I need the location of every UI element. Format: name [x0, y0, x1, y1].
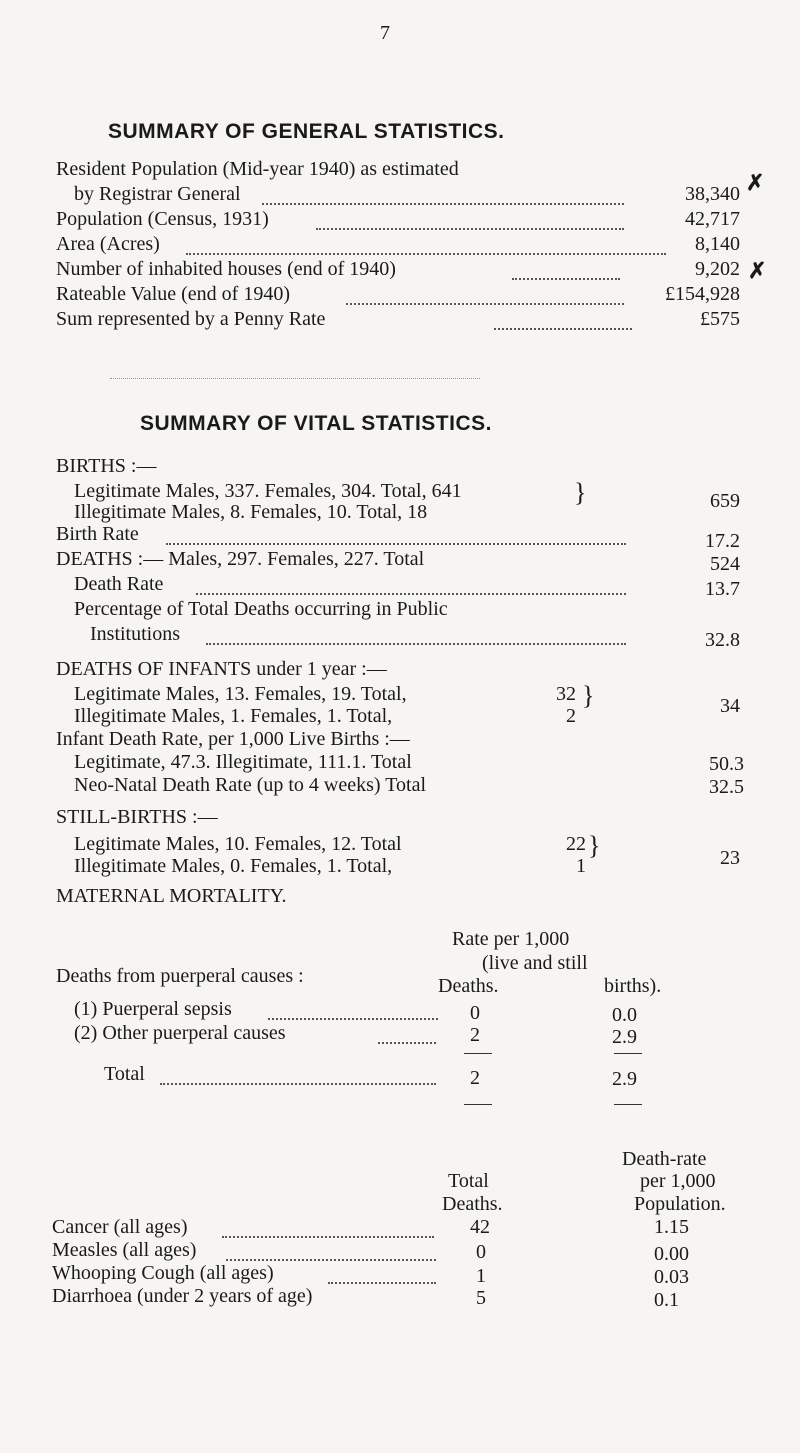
- area-label: Area (Acres): [56, 233, 160, 255]
- leader-dots: [512, 278, 620, 280]
- stillbirths-total: 23: [720, 847, 740, 869]
- resident-population-value: 38,340: [685, 183, 740, 205]
- margin-cross-mark: ✗: [748, 258, 767, 283]
- disease-column-deaths-head-2: Deaths.: [442, 1193, 503, 1215]
- leader-dots: [268, 1018, 438, 1020]
- brace: }: [574, 478, 587, 507]
- inhabited-houses-value: 9,202: [695, 258, 740, 280]
- disease-row-label: Whooping Cough (all ages): [52, 1262, 274, 1284]
- penny-rate-label: Sum represented by a Penny Rate: [56, 308, 326, 330]
- brace: }: [588, 831, 601, 860]
- stillbirths-illegitimate-total: 1: [576, 855, 586, 877]
- disease-row-deaths: 5: [476, 1287, 486, 1309]
- maternal-total-deaths: 2: [470, 1067, 480, 1089]
- general-statistics-title: SUMMARY OF GENERAL STATISTICS.: [108, 120, 505, 143]
- disease-row-label: Measles (all ages): [52, 1239, 197, 1261]
- disease-column-rate-head-1: Death-rate: [622, 1148, 707, 1170]
- public-institutions-label-1: Percentage of Total Deaths occurring in Public: [74, 598, 448, 620]
- disease-row-rate: 0.03: [654, 1266, 689, 1288]
- census-population-label: Population (Census, 1931): [56, 208, 269, 230]
- stillbirths-illegitimate: Illegitimate Males, 0. Females, 1. Total,: [74, 855, 393, 877]
- rateable-value-label: Rateable Value (end of 1940): [56, 283, 290, 305]
- maternal-mortality-heading: MATERNAL MORTALITY.: [56, 885, 287, 907]
- leader-dots: [186, 253, 666, 255]
- maternal-total-label: Total: [104, 1063, 145, 1085]
- maternal-total-rate: 2.9: [612, 1068, 637, 1090]
- inhabited-houses-label: Number of inhabited houses (end of 1940): [56, 258, 396, 280]
- maternal-column-births: births).: [604, 975, 662, 997]
- leader-dots: [160, 1083, 436, 1085]
- column-rule: [464, 1104, 492, 1105]
- leader-dots: [206, 643, 626, 645]
- maternal-row-rate: 2.9: [612, 1026, 637, 1048]
- vital-statistics-title: SUMMARY OF VITAL STATISTICS.: [140, 412, 492, 435]
- resident-population-label-2: by Registrar General: [74, 183, 241, 205]
- maternal-row-rate: 0.0: [612, 1004, 637, 1026]
- neonatal-death-rate-value: 32.5: [709, 776, 744, 798]
- leader-dots: [346, 303, 624, 305]
- disease-column-rate-head-2: per 1,000: [640, 1170, 716, 1192]
- disease-row-deaths: 42: [470, 1216, 490, 1238]
- disease-row-label: Diarrhoea (under 2 years of age): [52, 1285, 313, 1307]
- infant-deaths-total: 34: [720, 695, 740, 717]
- disease-column-deaths-head-1: Total: [448, 1170, 489, 1192]
- leader-dots: [222, 1236, 434, 1238]
- infant-death-rate-label: Infant Death Rate, per 1,000 Live Births :—: [56, 728, 410, 750]
- penny-rate-value: £575: [700, 308, 740, 330]
- page-number: 7: [380, 22, 390, 44]
- deaths-label: DEATHS :— Males, 297. Females, 227. Total: [56, 548, 425, 570]
- margin-cross-mark: ✗: [746, 170, 765, 195]
- births-total: 659: [710, 490, 740, 512]
- disease-row-rate: 1.15: [654, 1216, 689, 1238]
- disease-row-deaths: 0: [476, 1241, 486, 1263]
- maternal-intro: Deaths from puerperal causes :: [56, 965, 304, 987]
- brace: }: [582, 681, 595, 710]
- public-institutions-label-2: Institutions: [90, 623, 181, 645]
- death-rate-value: 13.7: [705, 578, 740, 600]
- disease-row-label: Cancer (all ages): [52, 1216, 188, 1238]
- maternal-column-deaths: Deaths.: [438, 975, 499, 997]
- leader-dots: [226, 1259, 436, 1261]
- stillbirths-legitimate-total: 22: [566, 833, 586, 855]
- disease-row-deaths: 1: [476, 1265, 486, 1287]
- area-value: 8,140: [695, 233, 740, 255]
- leader-dots: [378, 1042, 436, 1044]
- column-rule: [614, 1053, 642, 1054]
- disease-row-rate: 0.00: [654, 1243, 689, 1265]
- infant-deaths-legitimate-total: 32: [556, 683, 576, 705]
- leader-dots: [196, 593, 626, 595]
- death-rate-label: Death Rate: [74, 573, 164, 595]
- infant-deaths-legitimate: Legitimate Males, 13. Females, 19. Total,: [74, 683, 407, 705]
- maternal-row-deaths: 2: [470, 1024, 480, 1046]
- infant-deaths-heading: DEATHS OF INFANTS under 1 year :—: [56, 658, 387, 680]
- birth-rate-value: 17.2: [705, 530, 740, 552]
- deaths-value: 524: [710, 553, 740, 575]
- births-heading: BIRTHS :—: [56, 455, 157, 477]
- maternal-column-head-2: (live and still: [482, 952, 588, 974]
- leader-dots: [494, 328, 632, 330]
- births-illegitimate: Illegitimate Males, 8. Females, 10. Total, 18: [74, 501, 428, 523]
- public-institutions-value: 32.8: [705, 629, 740, 651]
- rateable-value-value: £154,928: [665, 283, 740, 305]
- stillbirths-legitimate: Legitimate Males, 10. Females, 12. Total: [74, 833, 402, 855]
- birth-rate-label: Birth Rate: [56, 523, 139, 545]
- births-legitimate: Legitimate Males, 337. Females, 304. Total, 641: [74, 480, 462, 502]
- resident-population-label-1: Resident Population (Mid-year 1940) as estimated: [56, 158, 459, 180]
- disease-column-rate-head-3: Population.: [634, 1193, 726, 1215]
- leader-dots: [316, 228, 624, 230]
- column-rule: [614, 1104, 642, 1105]
- census-population-value: 42,717: [685, 208, 740, 230]
- neonatal-death-rate-label: Neo-Natal Death Rate (up to 4 weeks) Total: [74, 774, 427, 796]
- infant-deaths-illegitimate: Illegitimate Males, 1. Females, 1. Total,: [74, 705, 393, 727]
- column-rule: [464, 1053, 492, 1054]
- maternal-row-label: (2) Other puerperal causes: [74, 1022, 286, 1044]
- infant-death-rate-value: 50.3: [709, 753, 744, 775]
- maternal-column-head-1: Rate per 1,000: [452, 928, 570, 950]
- maternal-row-deaths: 0: [470, 1002, 480, 1024]
- stillbirths-heading: STILL-BIRTHS :—: [56, 806, 218, 828]
- leader-dots: [166, 543, 626, 545]
- leader-dots: [328, 1282, 436, 1284]
- leader-dots: [262, 203, 624, 205]
- section-divider: [110, 378, 480, 379]
- maternal-row-label: (1) Puerperal sepsis: [74, 998, 232, 1020]
- disease-row-rate: 0.1: [654, 1289, 679, 1311]
- infant-death-rate-detail: Legitimate, 47.3. Illegitimate, 111.1. Total: [74, 751, 412, 773]
- infant-deaths-illegitimate-total: 2: [566, 705, 576, 727]
